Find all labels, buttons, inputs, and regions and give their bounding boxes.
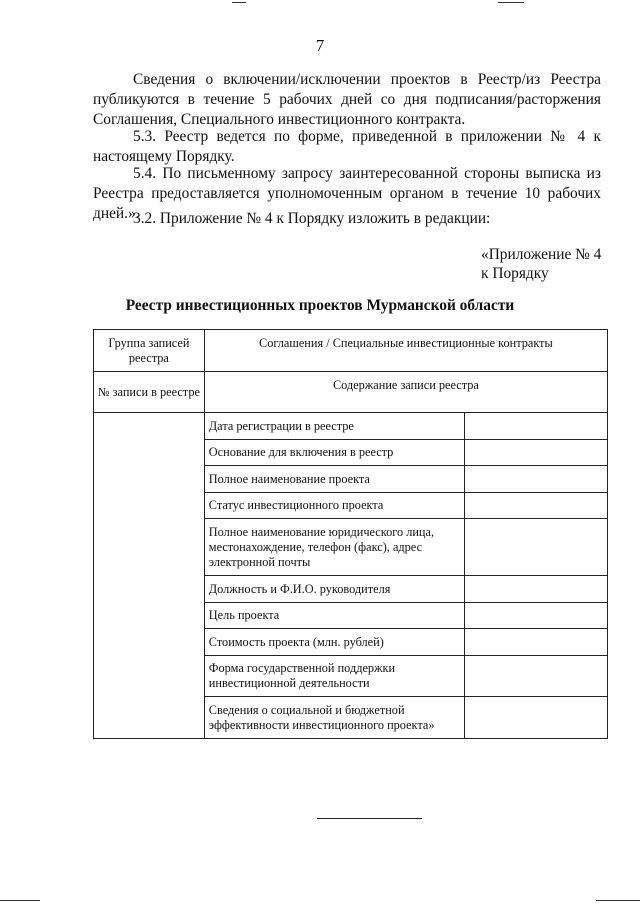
field-value (465, 519, 608, 576)
table-row (94, 372, 608, 413)
appendix-heading: «Приложение № 4 (481, 246, 602, 263)
registry-title: Реестр инвестиционных проектов Мурманской области (125, 297, 515, 314)
registry-table (93, 329, 608, 739)
field-label: Цель проекта (204, 603, 465, 629)
field-value (465, 413, 608, 440)
field-value (465, 440, 608, 466)
scan-mark (596, 900, 640, 901)
group-header-cell: Группа записей реестра (94, 330, 205, 372)
scan-mark (232, 2, 246, 3)
field-value (465, 466, 608, 493)
field-label: Основание для включения в реестр (204, 440, 465, 466)
paragraph-5-4: 5.4. По письменному запросу заинтересованной стороны выписка из Реестра предоставляется уполномоченным органом в течение 10 рабочих дней.». (93, 165, 601, 222)
field-label: Полное наименование проекта (204, 466, 465, 493)
end-line-divider (317, 818, 422, 819)
appendix-subheading: к Порядку (481, 265, 549, 282)
scan-mark (0, 900, 40, 901)
scan-mark (498, 2, 524, 3)
group-value-cell: Соглашения / Специальные инвестиционные контракты (204, 330, 607, 372)
record-number-cell (94, 413, 205, 739)
record-number-header: № записи в реестре (94, 372, 205, 413)
field-label: Дата регистрации в реестре (204, 413, 465, 440)
field-value (465, 576, 608, 603)
field-label: Статус инвестиционного проекта (204, 493, 465, 519)
paragraph-publication: Сведения о включении/исключении проектов в Реестр/из Реестра публикуются в течение 5 рабочих дней со дня подписания/расторжения Соглашения, Специального инвестиционного контракта. (93, 71, 601, 128)
paragraph-5-3: 5.3. Реестр ведется по форме, приведенной в приложении № 4 к настоящему Порядку. (93, 128, 601, 165)
page-number: 7 (315, 36, 325, 55)
field-value (465, 629, 608, 656)
paragraph-3-2: 3.2. Приложение № 4 к Порядку изложить в редакции: (133, 210, 491, 227)
field-value (465, 656, 608, 697)
field-value (465, 697, 608, 739)
field-label: Полное наименование юридического лица, местонахождение, телефон (факс), адрес электронной почты (204, 519, 465, 576)
field-label: Стоимость проекта (млн. рублей) (204, 629, 465, 656)
record-content-header: Содержание записи реестра (204, 372, 607, 413)
field-label: Сведения о социальной и бюджетной эффективности инвестиционного проекта» (204, 697, 465, 739)
table-row (94, 413, 608, 440)
field-label: Форма государственной поддержки инвестиционной деятельности (204, 656, 465, 697)
table-row (94, 330, 608, 372)
field-label: Должность и Ф.И.О. руководителя (204, 576, 465, 603)
field-value (465, 603, 608, 629)
field-value (465, 493, 608, 519)
